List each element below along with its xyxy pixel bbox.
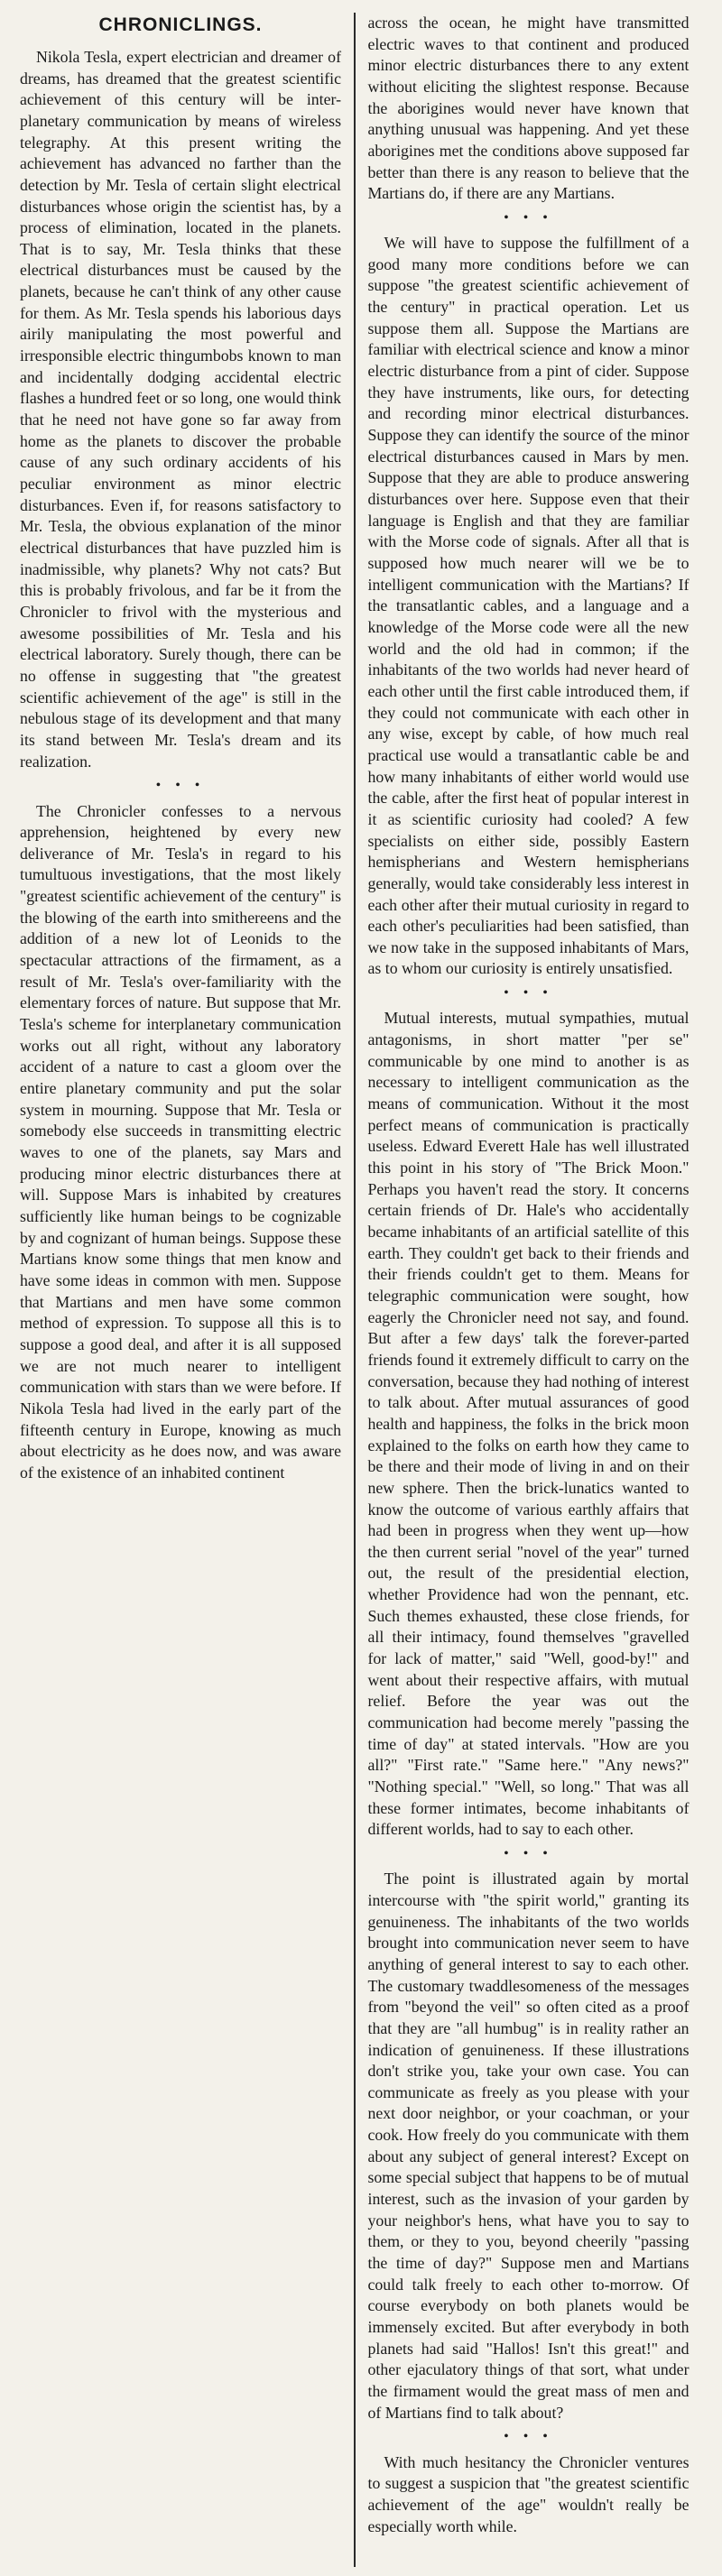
- paragraph: We will have to suppose the fulfillment of a good many more conditions before we can suppose "the greatest scientific achievement of the century" in practical operation. Let us suppose them all. Suppose the Martians are familiar with electrical science and know a minor electric disturbance from a pint of cider. Suppose they have instruments, like ours, for detecting and recording minor electrical disturbances. Suppose they can identify the source of the minor electrical disturbances caused in Mars by men. Suppose that they are able to produce answering disturbances over here. Suppose even that their language is English and that they are familiar with the Morse code of signals. After all that is supposed how much nearer will we be to intelligent communication with the Martians? If the transatlantic cables, and a language and a knowledge of the Morse code were all the new world and the old had in common; if the inhabitants of the two worlds had never heard of each other until the first cable introduced them, if they could not communicate with each other in any wise, except by cable, of how much real practical use would a transatlantic cable be and how many inhabitants of either world would use the cable, after the first heat of popular interest in it as scientific curiosity had cooled? A few specialists on either side, possibly Eastern hemispherians and Western hemispherians generally, would take considerably less interest in each other after their mutual curiosity in regard to each other's peculiarities had been satisfied, than we now take in the supposed inhabitants of Mars, as to whom our curiosity is entirely unsatisfied.: [367, 234, 690, 978]
- paragraph: Mutual interests, mutual sympathies, mutual antagonisms, in short matter "per se" communicable by one mind to another is as necessary to intelligent communication as the means of communication. Without it the most perfect means of communication is practically useless. Edward Everett Hale has well illustrated this point in his story of "The Brick Moon." Perhaps you haven't read the story. It concerns certain friends of Dr. Hale's who accidentally became inhabitants of an artificial satellite of this earth. They couldn't get back to their friends and their friends couldn't get to them. Means for telegraphic communication were sought, how eagerly the Chronicler need not say, and found. But after a few days' talk the forever-parted friends found it extremely difficult to carry on the conversation, because they had nothing of interest to talk about. After mutual assurances of good health and happiness, the folks in the brick moon explained to the folks on earth how they came to be there and their mode of living in and on their new sphere. Then the brick-lunatics wanted to know the outcome of various earthly affairs that had been in progress when they went up—how the then current serial "novel of the year" turned out, the result of the presidential election, whether Providence had won the pennant, etc. Such themes exhausted, these close friends, for all their intimacy, found themselves "gravelled for lack of matter," said "Well, good-by!" and went about their respective affairs, with mutual relief. Before the year was out the communication had become merely "passing the time of day" at stated intervals. "How are you all?" "First rate." "Same here." "Any news?" "Nothing special." "Well, so long." That was all these former intimates, become inhabitants of different worlds, had to say to each other.: [367, 1009, 690, 1839]
- section-separator: • • •: [504, 985, 553, 1002]
- left-column: [20, 13, 352, 2567]
- paragraph: Nikola Tesla, expert electrician and dreamer of dreams, has dreamed that the greatest scientific achievement of this century will be inter-planetary communication by means of wireless telegraphy. At this present writing the achievement has advanced no farther than the detection by Mr. Tesla of certain slight electrical disturbances whose origin the scientist has, by a process of elimination, located in the planets. That is to say, Mr. Tesla thinks that these electrical disturbances must be caused by the planets, because he can't think of any other cause for them. As Mr. Tesla spends his laborious days airily manipulating the most powerful and irresponsible electric thingumbobs known to man and incidentally dodging accidental electric flashes a hundred feet or so long, one would think that he need not have gone so far away from home as the planets to discover the probable cause of any such ordinary accidents of his peculiar environment as minor electric disturbances. Even if, for reasons satisfactory to Mr. Tesla, the obvious explanation of the minor electrical disturbances that have puzzled him is inadmissible, why planets? Why not cats? But this is probably frivolous, and far be it from the Chronicler to frivol with the mysterious and awesome possibilities of Mr. Tesla and his electrical laboratory. Surely though, there can be no offense in suggesting that "the greatest scientific achievement of the age" is still in the nebulous stage of its development and that many its stand between Mr. Tesla's dream and its realization.: [20, 47, 341, 771]
- section-separator: • • •: [504, 2429, 553, 2445]
- two-column-layout: [20, 13, 702, 2567]
- paragraph: across the ocean, he might have transmitted electric waves to that continent and produced minor electric disturbances there to any extent without eliciting the slightest response. Because the aborigines would never have known that anything unusual was happening. And yet these aborigines met the conditions above supposed far better than there is any reason to believe that the Martians do, if there are any Martians.: [367, 14, 690, 203]
- paragraph: With much hesitancy the Chronicler ventures to suggest a suspicion that "the greatest scientific achievement of the age" wouldn't really be especially worth while.: [367, 2452, 690, 2535]
- section-separator: • • •: [504, 209, 553, 226]
- paragraph: The point is illustrated again by mortal intercourse with "the spirit world," granting its genuineness. The inhabitants of the two worlds brought into communication never seem to have anything of general interest to say to each other. The customary twaddlesomeness of the messages from "beyond the veil" so often cited as a proof that they are "all humbug" is in reality rather an indication of genuineness. If these illustrations don't strike you, take your own case. You can communicate as freely as you please with your next door neighbor, or your coachman, or your cook. How freely do you communicate with them about any subject of general interest? Except on some special subject that happens to be of mutual interest, such as the invasion of your garden by your neighbor's hens, what have you to say to them, or they to you, beyond cheerily "passing the time of day?" Suppose men and Martians could talk freely to each other to-morrow. Of course everybody on both planets would be immensely excited. But after everybody in both planets had said "Hallos! Isn't this great!" and other ejaculatory things of that sort, what under the firmament would the great mass of men and of Martians find to talk about?: [367, 1870, 690, 2422]
- section-separator: • • •: [504, 1846, 553, 1861]
- column-title: CHRONICLINGS.: [98, 14, 263, 35]
- paragraph: The Chronicler confesses to a nervous apprehension, heightened by every new deliverance of Mr. Tesla's in regard to his tumultuous investigations, that the most likely "greatest scientific achievement of the century" is the blowing of the earth into smithereens and the addition of a new lot of Leonids to the spectacular attractions of the firmament, as a result of Mr. Tesla's over-familiarity with the elementary forces of nature. But suppose that Mr. Tesla's scheme for interplanetary communication works out all right, without any laboratory accident of a nature to cast a gloom over the entire planetary community and put the solar system in mourning. Suppose that Mr. Tesla or somebody else succeeds in transmitting electric waves to one of the planets, say Mars and producing minor electric disturbances there at will. Suppose Mars is inhabited by creatures sufficiently like human beings to be cognizable by and cognizant of human beings. Suppose these Martians know some things that men know and have some ideas in common with men. Suppose that Martians and men have some common method of expression. To suppose all this is to suppose a good deal, and after it is all supposed we are not much nearer to intelligent communication with stars than we were before. If Nikola Tesla had lived in the early part of the fifteenth century in Europe, knowing as much about electricity as he does now, and was aware of the existence of an inhabited continent: [20, 801, 341, 1482]
- column-rule: [354, 13, 356, 2567]
- right-column: [357, 13, 690, 2567]
- section-separator: • • •: [155, 778, 206, 794]
